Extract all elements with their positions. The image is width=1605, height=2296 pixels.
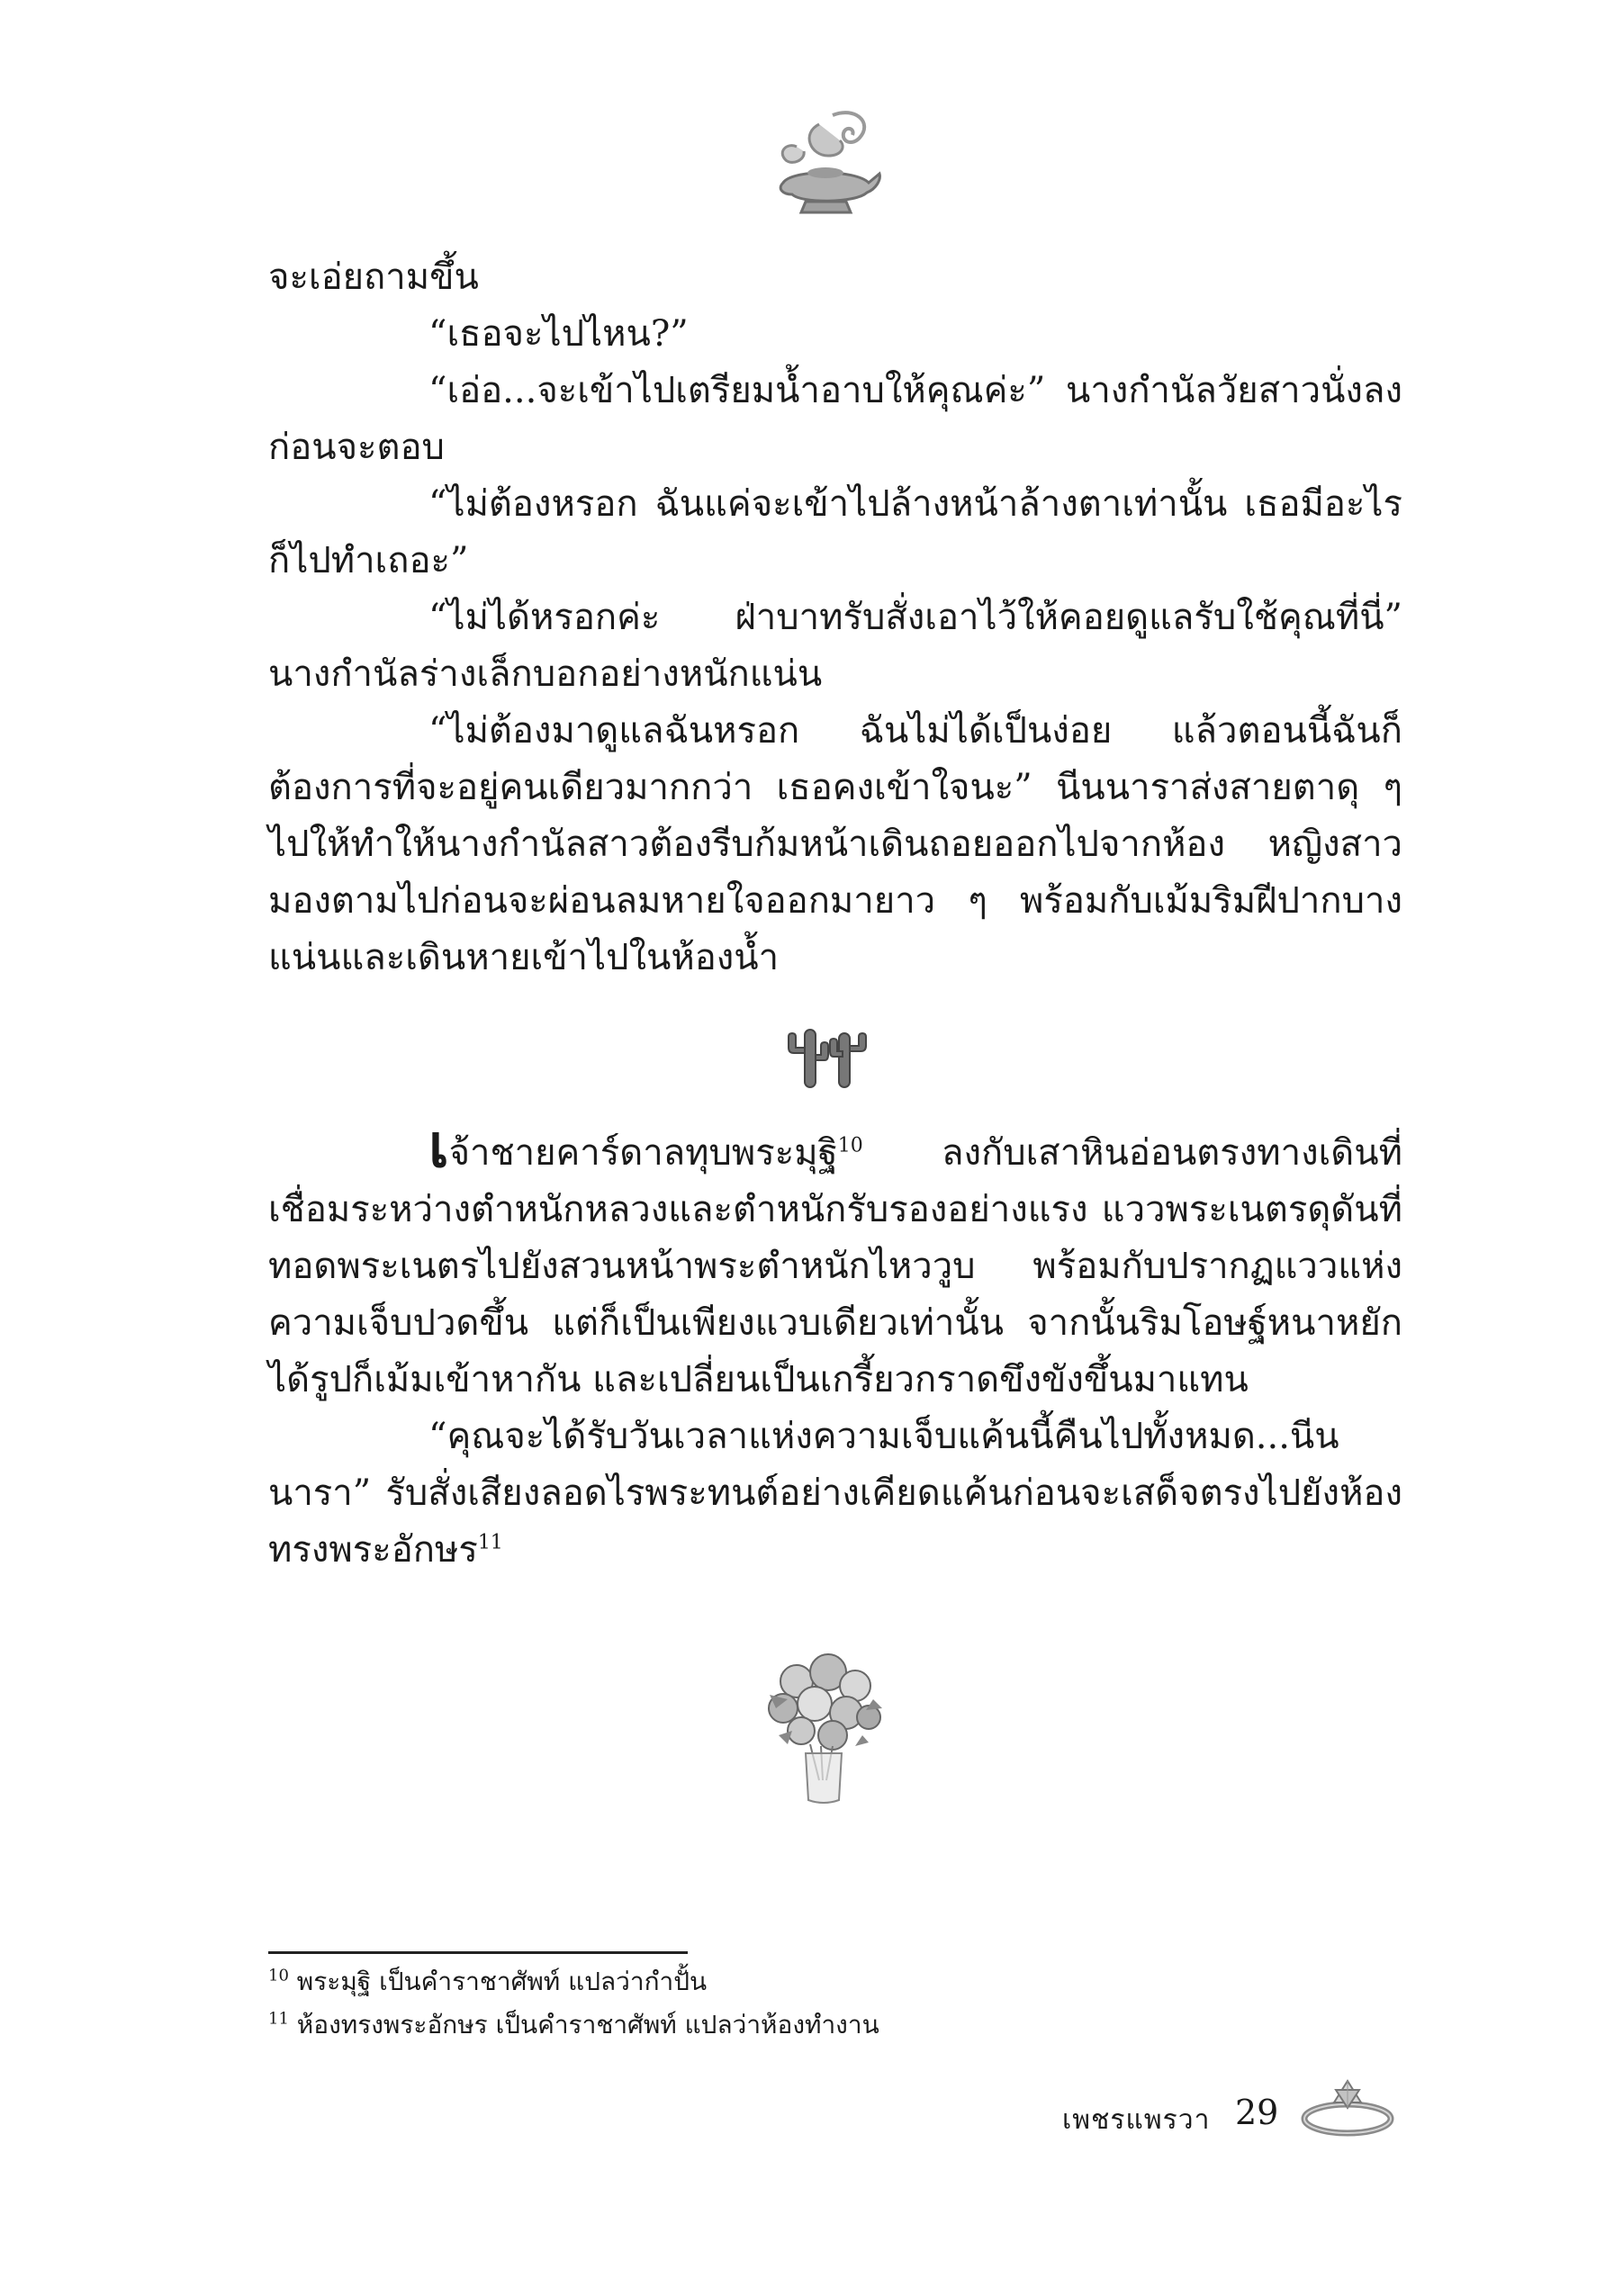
- footnote-number: 11: [268, 2009, 289, 2029]
- footnote-ref: 11: [477, 1531, 503, 1554]
- footnote-divider: [268, 1951, 688, 1954]
- drop-cap: เ: [428, 1112, 449, 1181]
- footnote-text: พระมุฐิ เป็นคำราชาศัพท์ แปลว่ากำปั้น: [288, 1967, 708, 1996]
- cactus-icon: [783, 1026, 873, 1089]
- footnote: [268, 1964, 1168, 2000]
- footnote-ref: 10: [837, 1134, 863, 1157]
- page-number: 29: [1235, 2093, 1279, 2132]
- section-paragraph: [268, 1409, 1402, 1579]
- footnote-text: ห้องทรงพระอักษร เป็นคำราชาศัพท์ แปลว่าห้องทำงาน: [288, 2010, 879, 2039]
- book-title: เพชรแพรวา: [1062, 2104, 1211, 2136]
- section-paragraph-text: “คุณจะได้รับวันเวลาแห่งความเจ็บแค้นนี้คืนไปทั้งหมด...นีนนารา” รับสั่งเสียงลอดไรพระทนต์อย่างเคียดแค้นก่อนจะเสด็จตรงไปยังห้องทรงพระอักษร: [268, 1416, 1402, 1571]
- paragraph-dialogue: “เอ่อ...จะเข้าไปเตรียมน้ำอาบให้คุณค่ะ” นางกำนัลวัยสาวนั่งลงก่อนจะตอบ: [268, 370, 1402, 468]
- section-paragraph: [268, 1112, 1402, 1409]
- paragraph-dialogue: “ไม่ต้องหรอก ฉันแค่จะเข้าไปล้างหน้าล้างตาเท่านั้น เธอมีอะไรก็ไปทำเถอะ”: [268, 483, 1402, 581]
- section-paragraph-start: จ้าชายคาร์ดาลทุบพระมุฐิ: [448, 1132, 838, 1174]
- section-paragraph-rest: ลงกับเสาหินอ่อนตรงทางเดินที่เชื่อมระหว่างตำหนักหลวงและตำหนักรับรองอย่างแรง แววพระเนตรดุดันที่ทอดพระเนตรไปยังสวนหน้าพระตำหนักไหววูบ พร้อมกับปรากฏแววแห่งความเจ็บปวดขึ้น แต่ก็เป็นเพียงแวบเดียวเท่านั้น จากนั้นริมโอษฐ์หนาหยักได้รูปก็เม้มเข้าหากัน และเปลี่ยนเป็นเกรี้ยวกราดขึงขังขึ้นมาแทน: [268, 1132, 1402, 1400]
- genie-lamp-icon: [770, 106, 887, 219]
- flower-bouquet-icon: [756, 1645, 891, 1807]
- paragraph-dialogue: “ไม่ได้หรอกค่ะ ฝ่าบาทรับสั่งเอาไว้ให้คอยดูแลรับใช้คุณที่นี่” นางกำนัลร่างเล็กบอกอย่างหนักแน่น: [268, 597, 1402, 695]
- footnote: [268, 2007, 1168, 2043]
- paragraph-narration: “ไม่ต้องมาดูแลฉันหรอก ฉันไม่ได้เป็นง่อย แล้วตอนนี้ฉันก็ต้องการที่จะอยู่คนเดียวมากกว่า เธอคงเข้าใจนะ” นีนนาราส่งสายตาดุ ๆ ไปให้ทำให้นางกำนัลสาวต้องรีบก้มหน้าเดินถอยออกไปจากห้อง หญิงสาวมองตามไปก่อนจะผ่อนลมหายใจออกมายาว ๆ พร้อมกับเม้มริมฝีปากบางแน่นและเดินหายเข้าไปในห้องน้ำ: [268, 710, 1402, 978]
- paragraph-continuation: จะเอ่ยถามขึ้น: [268, 257, 479, 298]
- footnote-number: 10: [268, 1966, 289, 1985]
- diamond-ring-icon: [1298, 2072, 1397, 2139]
- paragraph-dialogue: “เธอจะไปไหน?”: [428, 313, 689, 355]
